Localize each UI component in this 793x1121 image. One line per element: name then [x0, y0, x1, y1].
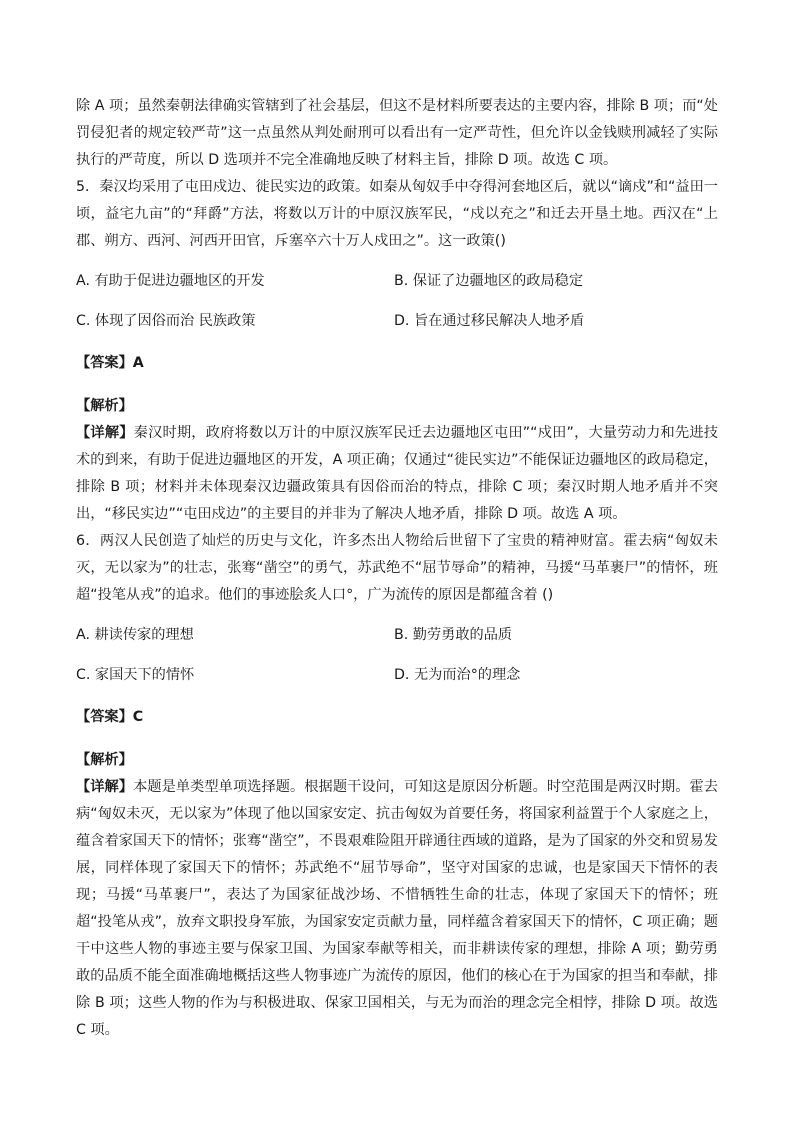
q6-option-d: D. 无为而治°的理念 [394, 666, 521, 683]
q6-option-b: B. 勤劳勇敢的品质 [394, 626, 513, 643]
q6-detail [76, 774, 718, 1044]
q6-stem: 6．两汉人民创造了灿烂的历史与文化，许多杰出人物给后世留下了宝贵的精神财富。霍去病“匈奴未灭，无以家为”的壮志，张骞“凿空”的勇气，苏武绝不“屈节辱命”的精神，马援“马革裹尸”的情怀，班超“投笔从戎”的追求。他们的事迹脍炙人口°，广为流传的原因是都蕴含着 () [76, 533, 718, 603]
q6-option-c: C. 家国天下的情怀 [76, 666, 195, 683]
q5-detail-label: 【详解】 [76, 425, 134, 441]
q6-answer-label: 【答案】 [76, 709, 133, 725]
q5-analysis-label: 【解析】 [76, 398, 133, 414]
q6-detail-label: 【详解】 [76, 779, 134, 795]
q5-option-c: C. 体现了因俗而治 民族政策 [76, 312, 256, 329]
q6-analysis-label: 【解析】 [76, 752, 133, 768]
q6-answer-value: C [132, 709, 144, 725]
q5-answer-value: A [132, 355, 144, 371]
q5-answer-label: 【答案】 [76, 355, 133, 371]
q6-options-row-1 [76, 615, 718, 655]
q6-answer [76, 701, 718, 733]
q5-detail [76, 420, 718, 528]
q5-stem: 5．秦汉均采用了屯田戍边、徙民实边的政策。如秦从匈奴手中夺得河套地区后，就以“谪戍”和“益田一顷，益宅九亩”的“拜爵”方法，将数以万计的中原汉族军民，“戍以充之”和迁去开垦土地。西汉在“上郡、朔方、西河、河西开田官，斥塞卒六十万人戍田之”。这一政策() [76, 179, 718, 249]
q6-option-a: A. 耕读传家的理想 [76, 626, 194, 643]
q5-option-b: B. 保证了边疆地区的政局稳定 [394, 272, 584, 289]
q5-option-d: D. 旨在通过移民解决人地矛盾 [394, 312, 585, 329]
q5-option-a: A. 有助于促进边疆地区的开发 [76, 272, 265, 289]
q5-options-row-2 [76, 301, 718, 341]
q5-options-row-1 [76, 261, 718, 301]
q6-detail-text: 本题是单类型单项选择题。根据题干设问，可知这是原因分析题。时空范围是两汉时期。霍去病“匈奴未灭，无以家为”体现了他以国家安定、抗击匈奴为首要任务，将国家利益置于个人家庭之上，蕴含着家国天下的情怀；张骞“凿空”，不畏艰难险阻开辟通往西域的道路，是为了国家的外交和贸易发展，同样体现了家国天下的情怀；苏武绝不“屈节辱命”，坚守对国家的忠诚，也是家国天下情怀的表现；马援“马革裹尸”，表达了为国家征战沙场、不惜牺牲生命的壮志，体现了家国天下的情怀；班超“投笔从戎”，放弃文职投身军旅，为国家安定贡献力量，同样蕴含着家国天下的情怀，C 项正确；题干中这些人物的事迹主要与保家卫国、为国家奉献等相关，而非耕读传家的理想，排除 A 项；勤劳勇敢的品质不能全面准确地概括这些人物事迹广为流传的原因，他们的核心在于为国家的担当和奉献，排除 B 项；这些人物的作为与积极进取、保家卫国相关，与无为而治的理念完全相悖，排除 D 项。故选 C 项。 [76, 779, 718, 1038]
q5-answer [76, 347, 718, 379]
q5-detail-text: 秦汉时期，政府将数以万计的中原汉族军民迁去边疆地区屯田”“戍田”，大量劳动力和先进技术的到来，有助于促进边疆地区的开发，A 项正确；仅通过“徙民实边”不能保证边疆地区的政局稳定，排除 B 项；材料并未体现秦汉边疆政策具有因俗而治的特点，排除 C 项；秦汉时期人地矛盾并不突出，“移民实边”“屯田戍边”的主要目的并非为了解决人地矛盾，排除 D 项。故选 A 项。 [76, 425, 718, 522]
document-page [76, 93, 718, 1044]
q4-analysis-tail: 除 A 项；虽然秦朝法律确实管辖到了社会基层，但这不是材料所要表达的主要内容，排除 B 项；而“处罚侵犯者的规定较严苛”这一点虽然从判处耐刑可以看出有一定严苛性，但允许以金钱赎刑减轻了实际执行的严苛度，所以 D 选项并不完全准确地反映了材料主旨，排除 D 项。故选 C 项。 [76, 98, 718, 168]
q6-options-row-2 [76, 655, 718, 695]
